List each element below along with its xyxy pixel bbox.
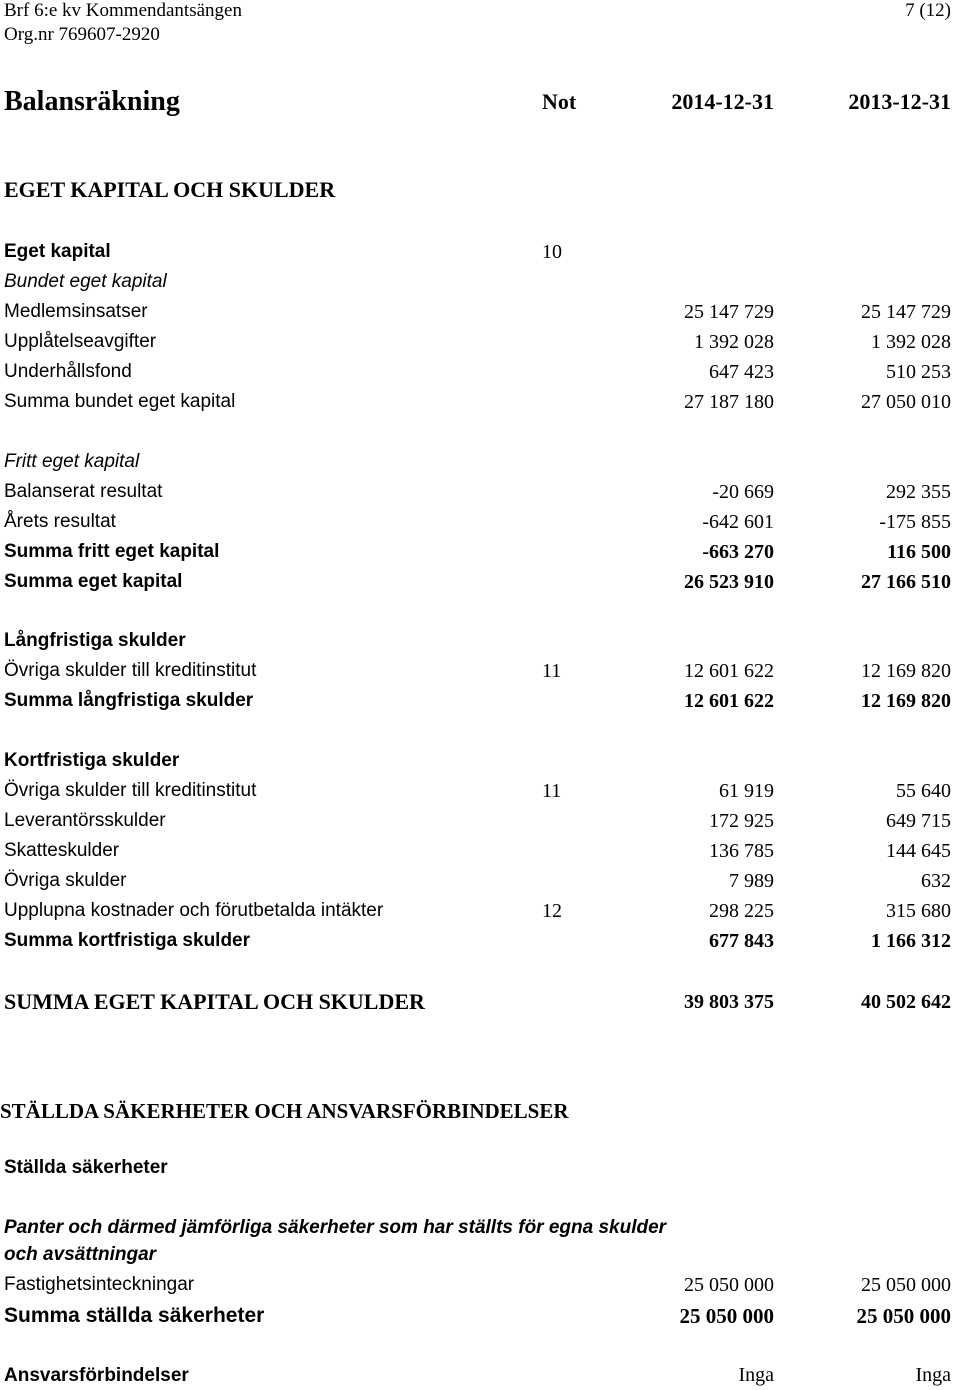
row-label: Balanserat resultat bbox=[4, 481, 163, 502]
table-row bbox=[0, 477, 960, 507]
table-row bbox=[0, 866, 960, 896]
summa-fritt-row bbox=[0, 537, 960, 567]
row-value-2013: 25 050 000 bbox=[856, 1304, 951, 1328]
summa-langfristiga-row bbox=[0, 686, 960, 716]
row-value-2014: -663 270 bbox=[702, 541, 774, 563]
table-row bbox=[0, 896, 960, 926]
row-value-2014: 136 785 bbox=[709, 840, 774, 862]
row-value-2013: 144 645 bbox=[886, 840, 951, 862]
row-value-2014: -20 669 bbox=[712, 481, 774, 503]
ansvar-row bbox=[0, 1361, 960, 1390]
row-label: Skatteskulder bbox=[4, 840, 120, 861]
table-row bbox=[0, 327, 960, 357]
table-row bbox=[0, 836, 960, 866]
row-value-2013: -175 855 bbox=[879, 511, 951, 533]
col-year2: 2013-12-31 bbox=[848, 89, 951, 114]
row-value-2013: 292 355 bbox=[886, 481, 951, 503]
section-main: EGET KAPITAL OCH SKULDER bbox=[4, 177, 336, 202]
row-label: Summa fritt eget kapital bbox=[4, 541, 220, 562]
summa-total-row bbox=[0, 985, 960, 1019]
row-value-2013: 632 bbox=[921, 870, 951, 892]
section-main-row bbox=[0, 175, 960, 205]
row-value-2014: -642 601 bbox=[702, 511, 774, 533]
row-value-2013: Inga bbox=[915, 1364, 951, 1386]
eget-kapital-row bbox=[0, 237, 960, 267]
row-not: 11 bbox=[542, 780, 562, 802]
row-value-2014: 12 601 622 bbox=[684, 660, 774, 682]
row-value-2014: 27 187 180 bbox=[684, 391, 774, 413]
row-label: Ansvarsförbindelser bbox=[4, 1365, 189, 1386]
row-value-2013: 25 050 000 bbox=[861, 1274, 951, 1296]
table-row bbox=[0, 357, 960, 387]
stallda-section: STÄLLDA SÄKERHETER OCH ANSVARSFÖRBINDELSER bbox=[0, 1099, 569, 1123]
row-label: Summa ställda säkerheter bbox=[4, 1304, 265, 1327]
stallda-section-row bbox=[0, 1096, 960, 1126]
row-label: Summa kortfristiga skulder bbox=[4, 930, 251, 951]
row-value-2013: 510 253 bbox=[886, 361, 951, 383]
row-value-2013: 1 166 312 bbox=[871, 930, 951, 952]
org-nr: Org.nr 769607-2920 bbox=[4, 24, 160, 45]
table-row bbox=[0, 656, 960, 686]
row-value-2013: 116 500 bbox=[887, 541, 951, 563]
row-value-2013: 315 680 bbox=[886, 900, 951, 922]
eget-kapital-not: 10 bbox=[542, 241, 562, 263]
row-label: Övriga skulder till kreditinstitut bbox=[4, 660, 257, 681]
row-value-2013: 1 392 028 bbox=[871, 331, 951, 353]
row-value-2013: 12 169 820 bbox=[861, 690, 951, 712]
row-value-2014: 677 843 bbox=[709, 930, 774, 952]
row-label: Summa långfristiga skulder bbox=[4, 690, 254, 711]
langfristiga-heading-row bbox=[0, 626, 960, 656]
row-value-2013: 27 166 510 bbox=[861, 571, 951, 593]
row-value-2014: 26 523 910 bbox=[684, 571, 774, 593]
fritt-heading-row bbox=[0, 447, 960, 477]
page-number: 7 (12) bbox=[905, 0, 951, 21]
fritt-heading: Fritt eget kapital bbox=[4, 451, 140, 472]
row-value-2014: 12 601 622 bbox=[684, 690, 774, 712]
row-label: Årets resultat bbox=[4, 511, 116, 532]
table-row bbox=[0, 297, 960, 327]
row-not: 11 bbox=[542, 660, 562, 682]
bundet-heading: Bundet eget kapital bbox=[4, 271, 167, 292]
row-value-2014: 172 925 bbox=[709, 810, 774, 832]
table-row bbox=[0, 806, 960, 836]
row-value-2013: 649 715 bbox=[886, 810, 951, 832]
org-nr-row bbox=[0, 24, 960, 46]
row-label: SUMMA EGET KAPITAL OCH SKULDER bbox=[4, 989, 425, 1014]
row-value-2014: 1 392 028 bbox=[694, 331, 774, 353]
row-value-2014: 298 225 bbox=[709, 900, 774, 922]
table-row bbox=[0, 507, 960, 537]
row-value-2013: 40 502 642 bbox=[861, 991, 951, 1013]
summa-eget-row bbox=[0, 567, 960, 597]
row-label: Upplåtelseavgifter bbox=[4, 331, 157, 352]
table-row bbox=[0, 1270, 960, 1300]
bundet-heading-row bbox=[0, 267, 960, 297]
eget-kapital-label: Eget kapital bbox=[4, 241, 111, 262]
row-value-2014: 25 050 000 bbox=[679, 1304, 774, 1328]
row-value-2014: 647 423 bbox=[709, 361, 774, 383]
page-title: Balansräkning bbox=[4, 86, 180, 117]
row-value-2014: 25 147 729 bbox=[684, 301, 774, 323]
panter-heading: Panter och därmed jämförliga säkerheter som har ställts för egna skulder och avsättningar bbox=[4, 1217, 667, 1265]
row-value-2014: Inga bbox=[738, 1364, 774, 1386]
row-label: Övriga skulder bbox=[4, 870, 127, 891]
row-label: Upplupna kostnader och förutbetalda intäkter bbox=[4, 900, 384, 921]
row-label: Summa eget kapital bbox=[4, 571, 183, 592]
row-value-2014: 39 803 375 bbox=[684, 991, 774, 1013]
row-label: Medlemsinsatser bbox=[4, 301, 148, 322]
row-value-2013: 27 050 010 bbox=[861, 391, 951, 413]
table-row bbox=[0, 776, 960, 806]
row-label: Summa bundet eget kapital bbox=[4, 391, 236, 412]
summa-stallda-row bbox=[0, 1300, 960, 1332]
row-label: Övriga skulder till kreditinstitut bbox=[4, 780, 257, 801]
row-value-2014: 25 050 000 bbox=[684, 1274, 774, 1296]
row-value-2013: 12 169 820 bbox=[861, 660, 951, 682]
summa-kortfristiga-row bbox=[0, 926, 960, 956]
page-header bbox=[0, 0, 960, 22]
row-value-2013: 25 147 729 bbox=[861, 301, 951, 323]
org-name: Brf 6:e kv Kommendantsängen bbox=[4, 0, 242, 21]
col-not: Not bbox=[542, 89, 577, 114]
stallda-heading: Ställda säkerheter bbox=[4, 1157, 168, 1178]
row-value-2014: 7 989 bbox=[729, 870, 774, 892]
langfristiga-heading: Långfristiga skulder bbox=[4, 630, 186, 651]
row-label: Leverantörsskulder bbox=[4, 810, 166, 831]
col-year1: 2014-12-31 bbox=[671, 89, 774, 114]
kortfristiga-heading: Kortfristiga skulder bbox=[4, 750, 180, 771]
summa-bundet-row bbox=[0, 387, 960, 417]
stallda-heading-row bbox=[0, 1153, 960, 1183]
row-label: Underhållsfond bbox=[4, 361, 132, 382]
row-not: 12 bbox=[542, 900, 562, 922]
row-label: Fastighetsinteckningar bbox=[4, 1274, 195, 1295]
kortfristiga-heading-row bbox=[0, 746, 960, 776]
row-value-2013: 55 640 bbox=[896, 780, 951, 802]
title-row bbox=[0, 84, 960, 120]
row-value-2014: 61 919 bbox=[719, 780, 774, 802]
